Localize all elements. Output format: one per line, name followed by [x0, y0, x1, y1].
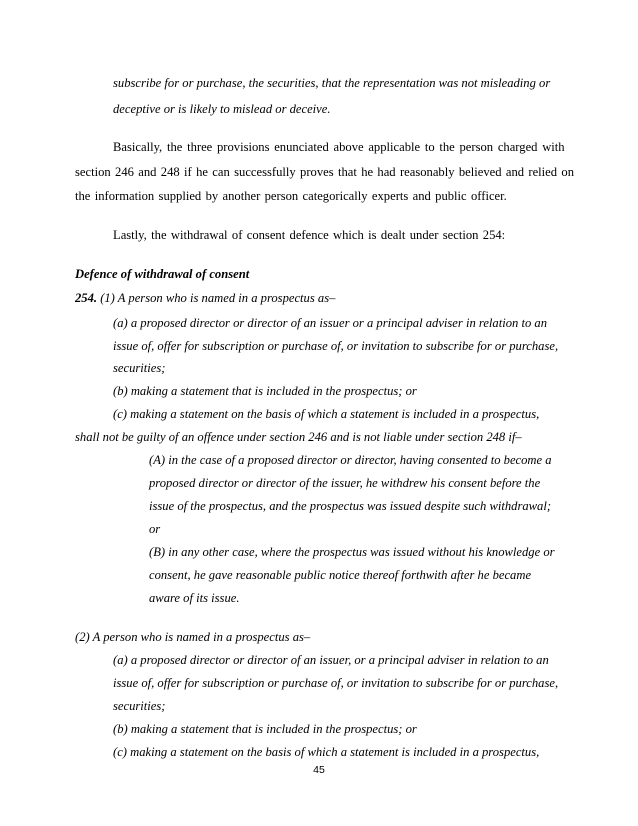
text-line: or [149, 522, 161, 536]
text-line: (a) a proposed director or director of an issuer, or a principal adviser in relation to an [113, 653, 549, 667]
text-line: issue of, offer for subscription or purchase of, or invitation to subscribe for or purchase, [113, 339, 559, 353]
text-line: deceptive or is likely to mislead or deceive. [113, 102, 331, 116]
text-line: Lastly, the withdrawal of consent defence which is dealt under section 254: [113, 228, 506, 242]
text-line: (B) in any other case, where the prospectus was issued without his knowledge or [149, 545, 555, 559]
text-line: (c) making a statement on the basis of which a statement is included in a prospectus, [113, 745, 540, 759]
text-line: (A) in the case of a proposed director or director, having consented to become a [149, 453, 552, 467]
text-line: (c) making a statement on the basis of which a statement is included in a prospectus, [113, 407, 540, 421]
text-line: aware of its issue. [149, 591, 240, 605]
text-line: issue of, offer for subscription or purchase of, or invitation to subscribe for or purchase, [113, 676, 559, 690]
text-line: proposed director or director of the issuer, he withdrew his consent before the [149, 476, 541, 490]
text-line: subscribe for or purchase, the securities, that the representation was not misleading or [113, 76, 551, 90]
text-line: consent, he gave reasonable public notice thereof forthwith after he became [149, 568, 532, 582]
text-line: section 246 and 248 if he can successfully proves that he had reasonably believed and relied on [75, 165, 575, 179]
section-heading: Defence of withdrawal of consent [75, 267, 250, 281]
text-line: shall not be guilty of an offence under section 246 and is not liable under section 248 if– [75, 430, 522, 444]
text-line: (2) A person who is named in a prospectus as– [75, 630, 311, 644]
text-line: (b) making a statement that is included in the prospectus; or [113, 384, 417, 398]
text-line: the information supplied by another person categorically experts and public officer. [75, 189, 507, 203]
text-line [75, 290, 335, 306]
section-text: (1) A person who is named in a prospectus as– [97, 291, 336, 305]
section-number: 254. [75, 291, 98, 305]
text-line: securities; [113, 699, 166, 713]
page-number: 45 [313, 764, 325, 776]
text-line: (b) making a statement that is included in the prospectus; or [113, 722, 417, 736]
text-line: (a) a proposed director or director of an issuer or a principal adviser in relation to an [113, 316, 547, 330]
text-line: issue of the prospectus, and the prospectus was issued despite such withdrawal; [149, 499, 552, 513]
text-line: securities; [113, 361, 166, 375]
text-line: Basically, the three provisions enunciated above applicable to the person charged with [113, 140, 565, 154]
